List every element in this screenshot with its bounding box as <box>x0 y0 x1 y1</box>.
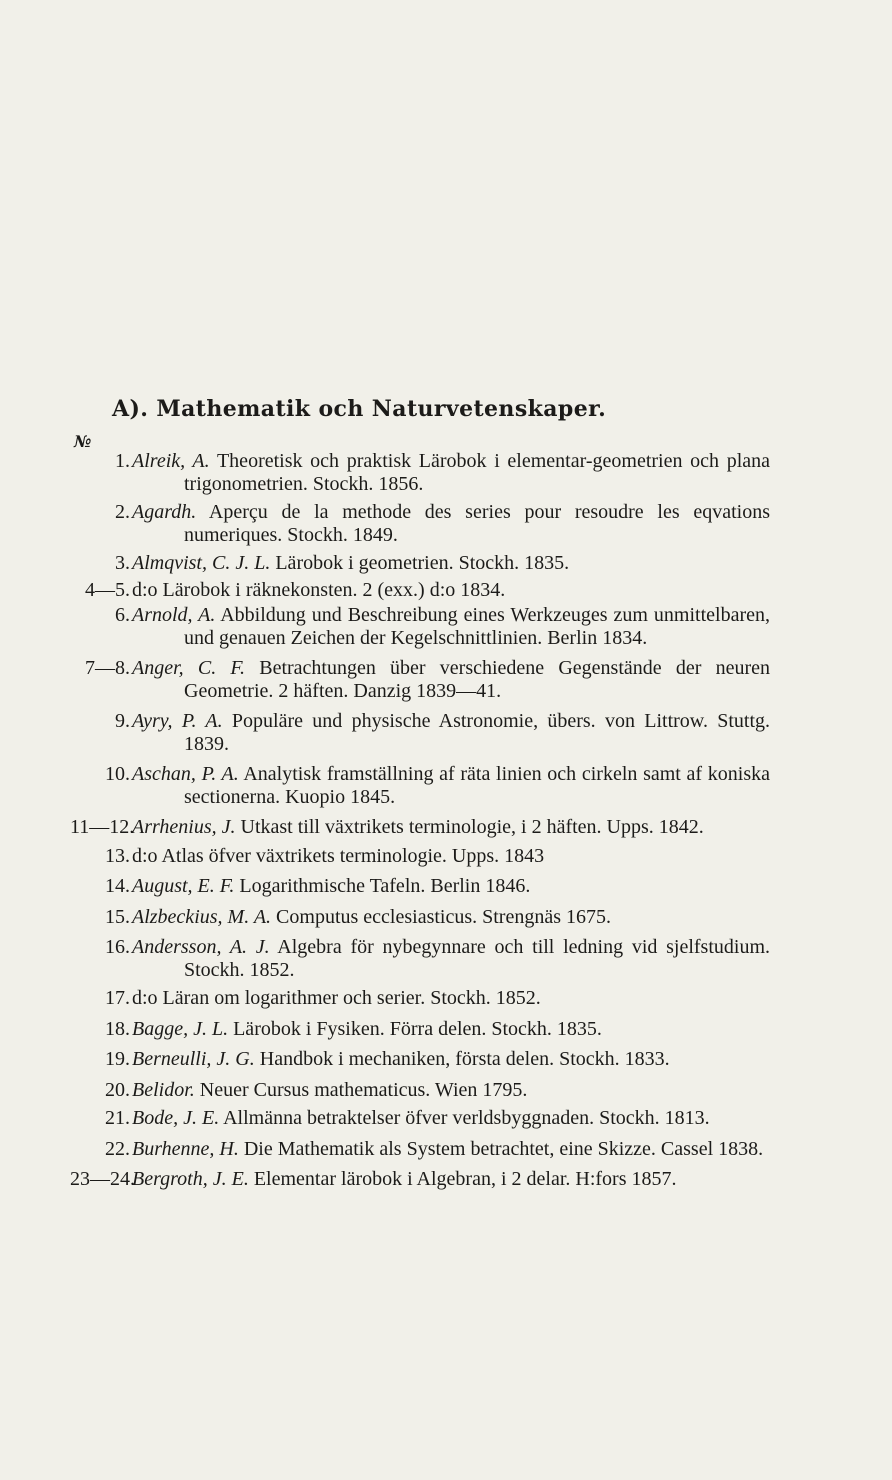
entry-number: 9. <box>115 710 130 732</box>
entry-description: Die Mathematik als System betrachtet, eine Skizze. Cassel 1838. <box>243 1137 764 1160</box>
entry-number: 20. <box>105 1078 130 1101</box>
entry-number: 18. <box>105 1017 130 1040</box>
entry-text <box>132 987 770 1010</box>
entry-text <box>132 450 770 495</box>
catalog-entry <box>70 1079 770 1102</box>
entry-text <box>132 816 770 839</box>
entry-description: Lärobok i geometrien. Stockh. 1835. <box>275 552 570 574</box>
catalog-entry <box>70 501 770 546</box>
entry-author: Arnold, A. <box>132 604 216 626</box>
entry-description: Allmänna betraktelser öfver verldsbyggnaden. Stockh. 1813. <box>223 1107 710 1129</box>
entry-description: Betrachtungen über verschiedene Gegenstände der neuren Geometrie. 2 häften. Danzig 1839—41. <box>184 657 770 702</box>
entry-text <box>132 1107 770 1130</box>
entry-author: Agardh. <box>132 501 197 523</box>
catalog-entry <box>70 763 770 808</box>
catalog-entry <box>70 1107 770 1130</box>
entry-text <box>132 604 770 649</box>
section-label: A). <box>112 396 149 422</box>
entry-text <box>132 1018 770 1041</box>
catalog-entry <box>70 710 770 755</box>
entry-text <box>132 906 770 929</box>
entry-description: Handbok i mechaniken, första delen. Stockh. 1833. <box>259 1048 670 1070</box>
entry-text <box>132 1048 770 1071</box>
entry-number: 11—12. <box>70 816 135 838</box>
entry-number: 23—24. <box>70 1168 135 1190</box>
entry-author: Almqvist, C. J. L. <box>132 552 271 574</box>
entry-number: 7—8. <box>85 657 130 679</box>
entry-author: Anger, C. F. <box>132 657 246 679</box>
entry-number: 15. <box>105 905 130 928</box>
entry-text <box>132 936 770 981</box>
catalog-entry <box>70 936 770 981</box>
entry-number: 13. <box>105 844 130 867</box>
entry-text <box>132 657 770 702</box>
catalog-entry <box>70 552 770 575</box>
entry-author: Belidor. <box>132 1078 195 1101</box>
entry-description: d:o Lärobok i räknekonsten. 2 (exx.) d:o 1834. <box>132 578 506 601</box>
entry-text <box>132 1079 770 1102</box>
entry-text <box>132 552 770 575</box>
entry-number: 22. <box>105 1137 130 1160</box>
entry-description: Analytisk framställning af räta linien och cirkeln samt af koniska sectionerna. Kuopio 1845. <box>184 763 770 808</box>
entry-author: Burhenne, H. <box>132 1137 239 1160</box>
entry-text <box>132 845 770 868</box>
entry-text <box>132 710 770 755</box>
catalog-entry <box>70 987 770 1010</box>
entry-number: 14. <box>105 875 130 897</box>
entry-number: 19. <box>105 1048 130 1070</box>
section-heading <box>112 396 606 422</box>
entry-text <box>132 1168 770 1191</box>
entry-text <box>132 1138 770 1161</box>
catalog-entry <box>70 657 770 702</box>
entry-description: Abbildung und Beschreibung eines Werkzeuges zum unmittelbaren, und genauen Zeichen der Kegelschnittlinien. Berlin 1834. <box>184 604 770 649</box>
entry-author: Bagge, J. L. <box>132 1017 229 1040</box>
entry-description: Elementar lärobok i Algebran, i 2 delar. H:fors 1857. <box>253 1168 677 1190</box>
entry-description: Utkast till växtrikets terminologie, i 2 häften. Upps. 1842. <box>240 816 704 838</box>
catalog-entry <box>70 604 770 649</box>
entry-text <box>132 875 770 898</box>
catalog-entry <box>70 906 770 929</box>
entry-text <box>132 501 770 546</box>
entry-text <box>132 579 770 602</box>
entry-description: Lärobok i Fysiken. Förra delen. Stockh. 1835. <box>233 1017 602 1040</box>
entry-number: 6. <box>115 604 130 626</box>
entry-description: d:o Atlas öfver växtrikets terminologie. Upps. 1843 <box>132 844 545 867</box>
entry-number: 21. <box>105 1107 130 1129</box>
entry-number: 17. <box>105 987 130 1009</box>
entry-number: 16. <box>105 936 130 958</box>
entry-author: Andersson, A. J. <box>132 936 270 958</box>
catalog-entry <box>70 450 770 495</box>
entry-number: 10. <box>105 763 130 785</box>
entry-author: Berneulli, J. G. <box>132 1048 255 1070</box>
entry-description: Neuer Cursus mathematicus. Wien 1795. <box>199 1078 528 1101</box>
entry-description: Computus ecclesiasticus. Strengnäs 1675. <box>276 905 611 928</box>
entry-author: Alzbeckius, M. A. <box>132 905 272 928</box>
entry-number: 2. <box>115 501 130 523</box>
entry-description: Aperçu de la methode des series pour resoudre les eqvations numeriques. Stockh. 1849. <box>184 501 770 546</box>
catalog-entry <box>70 845 770 868</box>
catalog-entry <box>70 1048 770 1071</box>
catalog-entry <box>70 1138 770 1161</box>
entry-text <box>132 763 770 808</box>
entry-description: d:o Läran om logarithmer och serier. Stockh. 1852. <box>132 987 541 1009</box>
catalog-entry <box>70 816 770 839</box>
entry-number: 4—5. <box>85 578 130 601</box>
entry-author: Bergroth, J. E. <box>132 1168 249 1190</box>
catalog-entry <box>70 1168 770 1191</box>
entry-author: Arrhenius, J. <box>132 816 236 838</box>
entry-author: Aschan, P. A. <box>132 763 239 785</box>
entry-author: August, E. F. <box>132 875 235 897</box>
catalog-entry <box>70 1018 770 1041</box>
entry-number: 3. <box>115 552 130 574</box>
entry-author: Bode, J. E. <box>132 1107 220 1129</box>
section-title: Mathematik och Naturvetenskaper. <box>156 396 607 422</box>
entry-description: Theoretisk och praktisk Lärobok i elementar-geometrien och plana trigonometrien. Stockh. 1856. <box>184 450 771 495</box>
catalog-entry <box>70 875 770 898</box>
entry-description: Logarithmische Tafeln. Berlin 1846. <box>239 875 531 897</box>
numero-sign: № <box>74 432 92 451</box>
entry-number: 1. <box>115 450 130 472</box>
entry-description: Populäre und physische Astronomie, übers. von Littrow. Stuttg. 1839. <box>184 710 771 755</box>
entry-author: Ayry, P. A. <box>132 710 223 732</box>
entry-list <box>70 450 770 1191</box>
entry-description: Algebra för nybegynnare och till ledning vid sjelfstudium. Stockh. 1852. <box>184 936 770 981</box>
entry-author: Alreik, A. <box>132 450 210 472</box>
catalog-entry <box>70 579 770 602</box>
